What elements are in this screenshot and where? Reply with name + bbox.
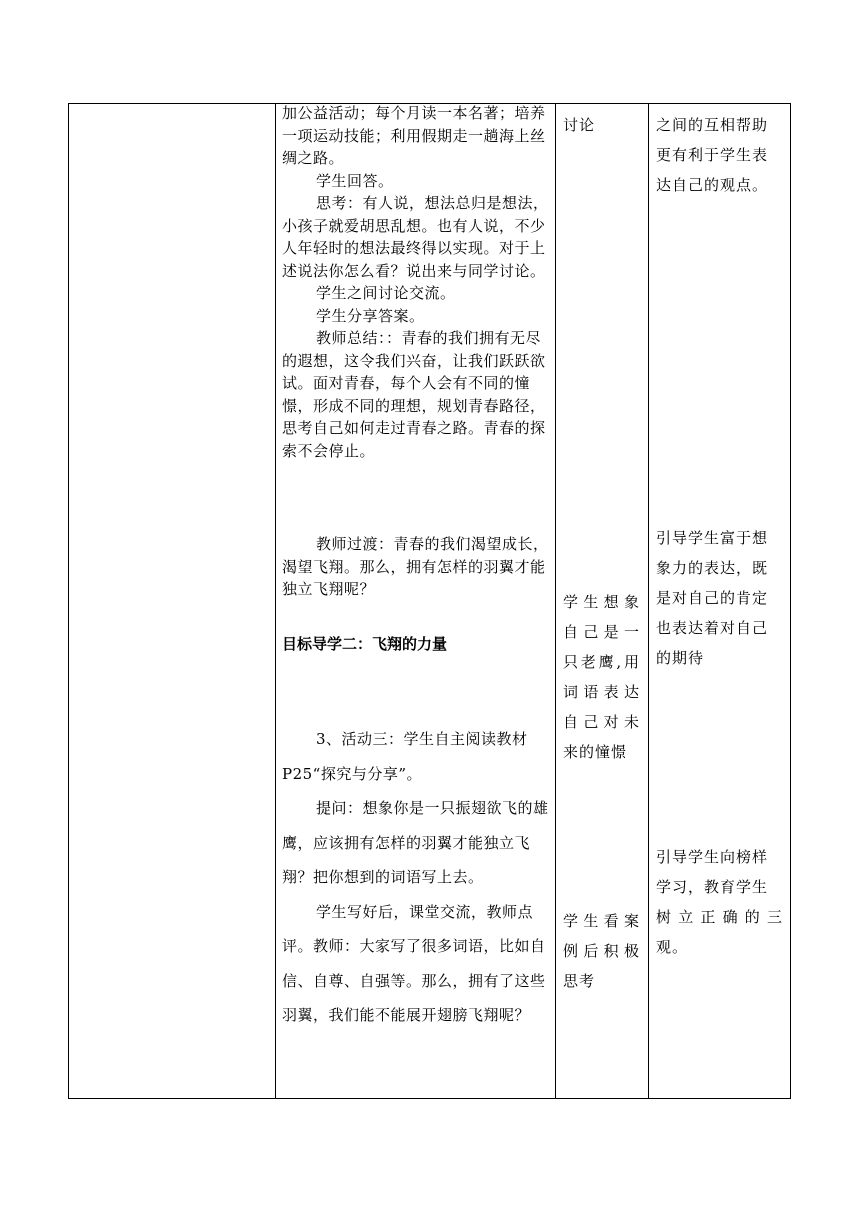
- intent-role-model: [656, 842, 783, 962]
- text-line: 学生想象: [563, 593, 640, 611]
- paragraph: 学生分享答案。: [316, 306, 425, 325]
- text-line: 是对自己的肯定: [656, 589, 769, 607]
- teacher-transition: [282, 533, 550, 601]
- teaching-process-column: [282, 104, 550, 1098]
- lesson-plan-table: [68, 103, 791, 1099]
- intent-discussion: [656, 110, 768, 200]
- text-line: 例后积极: [563, 942, 640, 960]
- text-line: 象力的表达，既: [656, 559, 769, 577]
- paragraph: 学生之间讨论交流。: [316, 284, 456, 302]
- paragraph: 加公益活动；每个月读一本名著；培养一项运动技能；利用假期走一趟海上丝绸之路。: [282, 104, 546, 167]
- text-line: 自己是一: [563, 623, 640, 641]
- paragraph: 教师过渡：青春的我们渴望成长，渴望飞翔。那么，拥有怎样的羽翼才能独立飞翔呢？: [282, 535, 549, 598]
- text-line: 思考: [563, 972, 596, 990]
- text-line: 之间的互相帮助: [656, 116, 769, 134]
- text-line: 的期待: [656, 649, 705, 667]
- activity-case-study: [563, 906, 640, 996]
- text-line: 树立正确的三: [656, 908, 783, 926]
- activity-imagine: [563, 587, 640, 767]
- column-divider: [648, 104, 649, 1098]
- text-line: 词语表达: [563, 683, 640, 701]
- text-line: 观。: [656, 938, 689, 956]
- intent-imagination: [656, 523, 768, 673]
- column-divider: [275, 104, 276, 1098]
- section-heading: 目标导学二：飞翔的力量: [282, 635, 448, 653]
- text-line: 学习，教育学生: [656, 878, 769, 896]
- text-line: 只老鹰,用: [563, 653, 640, 671]
- paragraph: 教师总结：：青春的我们拥有无尽的遐想，这令我们兴奋，让我们跃跃欲试。面对青春，每个人会有不同的憧憬，形成不同的理想，规划青春路径，思考自己如何走过青春之路。青春的探索不会停止。: [282, 329, 546, 460]
- text-line: 引导学生富于想: [656, 529, 769, 547]
- paragraph: 学生写好后，课堂交流，教师点评。教师：大家写了很多词语，比如自信、自尊、自强等。那么，拥有了这些羽翼，我们能不能展开翅膀飞翔呢？: [282, 902, 546, 1024]
- text-line: 自己对未: [563, 713, 640, 731]
- paragraph: 提问：想象你是一只振翅欲飞的雄鹰，应该拥有怎样的羽翼才能独立飞翔？把你想到的词语写上去。: [282, 799, 549, 886]
- column-divider: [555, 104, 556, 1098]
- process-bottom-section: [282, 722, 550, 1033]
- text-line: 也表达着对自己: [656, 619, 769, 637]
- student-activity-column: [563, 104, 643, 1098]
- text-line: 引导学生向榜样: [656, 848, 769, 866]
- design-intent-column: [656, 104, 788, 1098]
- paragraph: 3、活动三：学生自主阅读教材 P25“探究与分享”。: [282, 730, 528, 783]
- paragraph: 学生回答。: [316, 171, 394, 190]
- text-line: 来的憧憬: [563, 743, 628, 761]
- text-line: 达自己的观点。: [656, 176, 769, 194]
- text-line: 学生看案: [563, 912, 640, 930]
- activity-discussion: 讨论: [563, 116, 596, 134]
- process-top-section: [282, 102, 550, 462]
- text-line: 更有利于学生表: [656, 146, 769, 164]
- paragraph: 思考：有人说，想法总归是想法，小孩子就爱胡思乱想。也有人说，不少人年轻时的想法最终得以实现。对于上述说法你怎么看？说出来与同学讨论。: [282, 194, 549, 280]
- empty-first-column: [69, 104, 275, 1098]
